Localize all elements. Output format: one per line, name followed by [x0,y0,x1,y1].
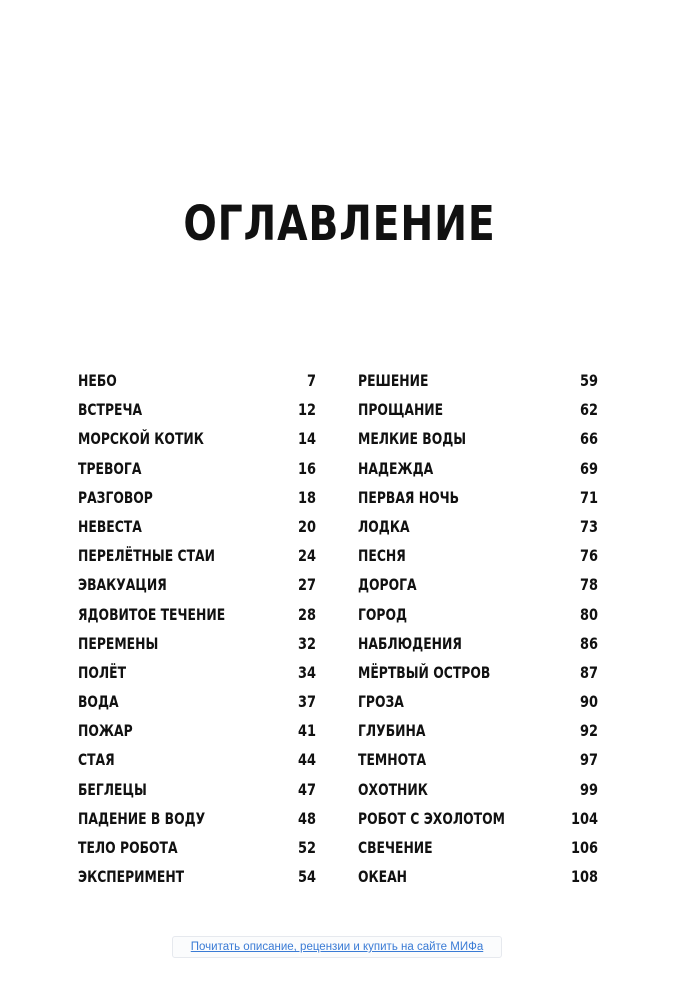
toc-entry[interactable] [358,512,598,541]
toc-entry-page: 104 [570,808,598,828]
toc-entry[interactable] [358,862,598,891]
toc-entry[interactable] [78,804,316,833]
toc-entry-title: ПЕРЕМЕНЫ [78,633,159,653]
toc-entry[interactable] [78,395,316,424]
toc-entry-page: 48 [297,808,316,828]
toc-entry-title: ЭВАКУАЦИЯ [78,575,167,595]
toc-entry-title: ЭКСПЕРИМЕНТ [78,867,185,887]
toc-entry[interactable] [78,483,316,512]
toc-entry-title: МОРСКОЙ КОТИК [78,429,204,449]
toc-entry[interactable] [78,687,316,716]
toc-entry[interactable] [78,570,316,599]
toc-entry-title: ТЕМНОТА [358,750,427,770]
toc-entry[interactable] [78,833,316,862]
toc-entry[interactable] [78,775,316,804]
toc-entry[interactable] [358,395,598,424]
toc-entry-page: 62 [579,400,598,420]
toc-entry-page: 54 [297,867,316,887]
toc-entry[interactable] [358,775,598,804]
toc-entry-title: ГОРОД [358,604,408,624]
toc-entry-title: ЯДОВИТОЕ ТЕЧЕНИЕ [78,604,226,624]
toc-entry[interactable] [358,483,598,512]
toc-entry-title: ПЕСНЯ [358,546,406,566]
toc-entry-page: 90 [579,692,598,712]
toc-entry[interactable] [358,570,598,599]
toc-entry-title: БЕГЛЕЦЫ [78,779,147,799]
toc-entry-page: 18 [297,487,316,507]
toc-entry[interactable] [358,745,598,774]
toc-entry-page: 80 [579,604,598,624]
toc-entry-page: 47 [297,779,316,799]
toc-entry-title: ОХОТНИК [358,779,428,799]
toc-entry-page: 106 [570,838,598,857]
toc-entry-title: ЛОДКА [358,516,410,536]
buy-on-site-link[interactable]: Почитать описание, рецензии и купить на сайте МИФа [172,936,502,958]
toc-entry-title: ПОЛЁТ [78,662,127,682]
toc-entry-title: НЕБО [78,371,117,390]
toc-entry-title: ТЕЛО РОБОТА [78,838,178,857]
toc-entry-title: ПРОЩАНИЕ [358,400,444,420]
toc-entry-page: 97 [579,750,598,770]
toc-entry-page: 7 [306,371,316,390]
toc-entry-title: ПЕРВАЯ НОЧЬ [358,487,460,507]
toc-entry[interactable] [358,687,598,716]
toc-entry-page: 92 [579,721,598,741]
toc-entry-page: 14 [297,429,316,449]
toc-entry-page: 86 [579,633,598,653]
toc-entry-title: НАДЕЖДА [358,458,434,478]
toc-entry[interactable] [78,600,316,629]
toc-entry-title: ТРЕВОГА [78,458,142,478]
toc-entry-title: СТАЯ [78,750,115,770]
toc-entry-page: 71 [579,487,598,507]
toc-entry-title: ПЕРЕЛЁТНЫЕ СТАИ [78,546,215,566]
toc-entry-title: СВЕЧЕНИЕ [358,838,433,857]
page-title: ОГЛАВЛЕНИЕ [183,196,496,252]
toc-entry[interactable] [358,658,598,687]
toc-entry[interactable] [358,833,598,862]
toc-entry[interactable] [78,716,316,745]
toc-entry-title: ПОЖАР [78,721,133,741]
toc-entry[interactable] [358,454,598,483]
toc-entry-page: 34 [297,662,316,682]
toc-entry-page: 73 [579,516,598,536]
toc-entry-title: РЕШЕНИЕ [358,371,429,390]
toc-entry[interactable] [78,658,316,687]
toc-entry-title: ВОДА [78,692,119,712]
toc-entry[interactable] [78,629,316,658]
toc-entry[interactable] [358,600,598,629]
toc-entry-page: 27 [297,575,316,595]
toc-column-left [78,366,316,891]
toc-entry-title: МЁРТВЫЙ ОСТРОВ [358,662,491,682]
toc-entry[interactable] [78,512,316,541]
toc-entry-page: 28 [297,604,316,624]
toc-entry-page: 24 [297,546,316,566]
toc-entry-page: 69 [579,458,598,478]
toc-entry-title: МЕЛКИЕ ВОДЫ [358,429,467,449]
toc-entry-title: НАБЛЮДЕНИЯ [358,633,462,653]
toc-entry[interactable] [78,862,316,891]
toc-entry-page: 12 [297,400,316,420]
toc-entry[interactable] [78,541,316,570]
toc-entry-page: 37 [297,692,316,712]
toc-entry-page: 59 [579,371,598,390]
toc-entry-page: 20 [297,516,316,536]
toc-entry[interactable] [78,424,316,453]
toc-entry-page: 108 [570,867,598,887]
toc-entry-title: РАЗГОВОР [78,487,153,507]
toc-column-right [358,366,598,891]
toc-entry[interactable] [78,366,316,395]
toc-entry-title: РОБОТ С ЭХОЛОТОМ [358,808,505,828]
toc-entry-title: ДОРОГА [358,575,417,595]
toc-entry[interactable] [358,716,598,745]
toc-entry[interactable] [358,804,598,833]
toc-entry[interactable] [358,366,598,395]
toc-entry[interactable] [358,424,598,453]
toc-entry-page: 44 [297,750,316,770]
toc-entry[interactable] [78,745,316,774]
toc-entry-title: ОКЕАН [358,867,408,887]
toc-entry-page: 52 [297,838,316,857]
toc-entry-page: 99 [579,779,598,799]
toc-entry-page: 66 [579,429,598,449]
toc-entry-page: 87 [579,662,598,682]
toc-entry-title: ГРОЗА [358,692,404,712]
toc-entry-page: 76 [579,546,598,566]
toc-entry[interactable] [358,541,598,570]
toc-entry-title: ВСТРЕЧА [78,400,143,420]
toc-entry-page: 78 [579,575,598,595]
toc-entry[interactable] [358,629,598,658]
toc-entry-title: НЕВЕСТА [78,516,142,536]
toc-entry-page: 41 [297,721,316,741]
toc-entry-title: ПАДЕНИЕ В ВОДУ [78,808,206,828]
toc-entry[interactable] [78,454,316,483]
toc-entry-page: 32 [297,633,316,653]
toc-entry-title: ГЛУБИНА [358,721,426,741]
toc-entry-page: 16 [297,458,316,478]
